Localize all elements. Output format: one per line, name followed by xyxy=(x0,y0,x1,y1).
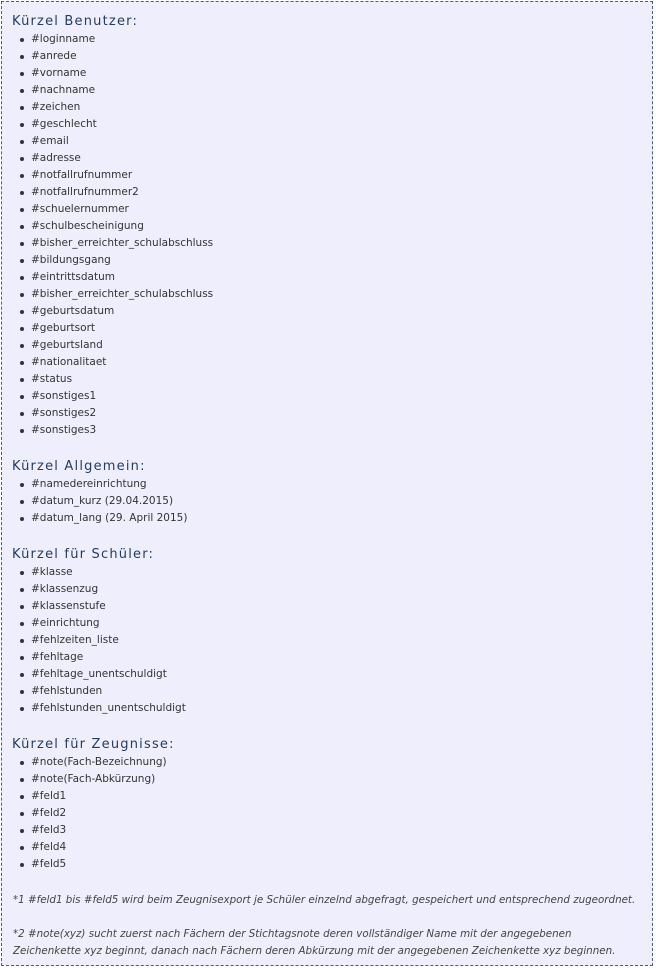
list-item xyxy=(20,167,642,184)
list-item-label: #einrichtung xyxy=(31,617,100,629)
list-item-label: #loginname xyxy=(31,33,96,45)
list-item-label: #vorname xyxy=(31,67,87,79)
list-item xyxy=(20,771,642,788)
list-item xyxy=(20,286,642,303)
list-item xyxy=(20,683,642,700)
list-item xyxy=(20,371,642,388)
bullet-icon xyxy=(20,276,24,280)
bullet-icon xyxy=(20,208,24,212)
list-item xyxy=(20,252,642,269)
list-item-label: #klassenstufe xyxy=(31,600,106,612)
list-item xyxy=(20,116,642,133)
list-item-label: #geburtsdatum xyxy=(31,305,115,317)
list-item xyxy=(20,354,642,371)
section-zeugnisse xyxy=(12,736,642,873)
list-item-label: #note(Fach-Abkürzung) xyxy=(31,773,156,785)
list-item xyxy=(20,31,642,48)
section-title-allgemein: Kürzel Allgemein: xyxy=(12,459,146,474)
list-item xyxy=(20,476,642,493)
bullet-icon xyxy=(20,344,24,348)
list-schueler xyxy=(12,564,642,717)
list-item-label: #sonstiges1 xyxy=(31,390,97,402)
list-item xyxy=(20,422,642,439)
list-item xyxy=(20,320,642,337)
list-item xyxy=(20,754,642,771)
bullet-icon xyxy=(20,259,24,263)
list-item-label: #bildungsgang xyxy=(31,254,111,266)
bullet-icon xyxy=(20,500,24,504)
footnote-1: *1 #feld1 bis #feld5 wird beim Zeugnisexport je Schüler einzelnd abgefragt, gespeichert und entsprechend zugeordnet. xyxy=(13,894,636,906)
list-item-label: #schuelernummer xyxy=(31,203,129,215)
list-item-label: #nationalitaet xyxy=(31,356,107,368)
list-item-label: #fehltage xyxy=(31,651,84,663)
bullet-icon xyxy=(20,829,24,833)
list-item-label: #eintrittsdatum xyxy=(31,271,115,283)
list-item-label: #feld4 xyxy=(31,841,67,853)
list-item-label: #geschlecht xyxy=(31,118,97,130)
list-item xyxy=(20,184,642,201)
bullet-icon xyxy=(20,191,24,195)
bullet-icon xyxy=(20,174,24,178)
footnotes xyxy=(12,892,642,960)
list-item xyxy=(20,337,642,354)
list-item-label: #datum_kurz (29.04.2015) xyxy=(31,495,174,507)
footnote-2: *2 #note(xyz) sucht zuerst nach Fächern der Stichtagsnote deren vollständiger Name mit der angegebenen Zeichenkette xyz beginnt, danach nach Fächern deren Abkürzung mit der angegebenen Zeichenkette xyz beginnen. xyxy=(13,928,616,957)
list-item-label: #feld2 xyxy=(31,807,67,819)
list-item xyxy=(20,48,642,65)
list-item xyxy=(20,805,642,822)
bullet-icon xyxy=(20,378,24,382)
bullet-icon xyxy=(20,361,24,365)
bullet-icon xyxy=(20,795,24,799)
list-item-label: #anrede xyxy=(31,50,77,62)
list-item xyxy=(20,99,642,116)
list-item xyxy=(20,564,642,581)
section-benutzer xyxy=(12,13,642,439)
list-item-label: #namedereinrichtung xyxy=(31,478,147,490)
list-item xyxy=(20,856,642,873)
list-item-label: #geburtsort xyxy=(31,322,96,334)
bullet-icon xyxy=(20,639,24,643)
list-item-label: #email xyxy=(31,135,69,147)
list-item xyxy=(20,218,642,235)
bullet-icon xyxy=(20,761,24,765)
bullet-icon xyxy=(20,429,24,433)
list-item-label: #nachname xyxy=(31,84,96,96)
bullet-icon xyxy=(20,673,24,677)
bullet-icon xyxy=(20,412,24,416)
bullet-icon xyxy=(20,55,24,59)
list-item xyxy=(20,788,642,805)
list-item xyxy=(20,235,642,252)
list-item xyxy=(20,632,642,649)
list-item-label: #fehlzeiten_liste xyxy=(31,634,119,646)
list-item xyxy=(20,303,642,320)
list-item xyxy=(20,65,642,82)
bullet-icon xyxy=(20,72,24,76)
list-item-label: #datum_lang (29. April 2015) xyxy=(31,512,188,524)
section-title-zeugnisse: Kürzel für Zeugnisse: xyxy=(12,737,175,752)
list-item xyxy=(20,700,642,717)
bullet-icon xyxy=(20,293,24,297)
bullet-icon xyxy=(20,157,24,161)
bullet-icon xyxy=(20,395,24,399)
bullet-icon xyxy=(20,327,24,331)
bullet-icon xyxy=(20,140,24,144)
bullet-icon xyxy=(20,778,24,782)
section-title-benutzer: Kürzel Benutzer: xyxy=(12,14,139,29)
list-item-label: #klasse xyxy=(31,566,73,578)
list-item xyxy=(20,493,642,510)
list-item-label: #geburtsland xyxy=(31,339,103,351)
bullet-icon xyxy=(20,89,24,93)
list-item-label: #feld5 xyxy=(31,858,67,870)
list-item-label: #schulbescheinigung xyxy=(31,220,144,232)
list-item-label: #feld1 xyxy=(31,790,67,802)
bullet-icon xyxy=(20,863,24,867)
list-item xyxy=(20,598,642,615)
bullet-icon xyxy=(20,310,24,314)
list-item xyxy=(20,150,642,167)
list-item xyxy=(20,388,642,405)
bullet-icon xyxy=(20,622,24,626)
list-item xyxy=(20,269,642,286)
list-allgemein xyxy=(12,476,642,527)
list-item xyxy=(20,201,642,218)
list-item-label: #note(Fach-Bezeichnung) xyxy=(31,756,167,768)
bullet-icon xyxy=(20,571,24,575)
bullet-icon xyxy=(20,483,24,487)
section-allgemein xyxy=(12,458,642,527)
bullet-icon xyxy=(20,38,24,42)
list-item xyxy=(20,405,642,422)
list-item xyxy=(20,133,642,150)
bullet-icon xyxy=(20,242,24,246)
list-item xyxy=(20,510,642,527)
list-item-label: #feld3 xyxy=(31,824,67,836)
bullet-icon xyxy=(20,812,24,816)
bullet-icon xyxy=(20,123,24,127)
bullet-icon xyxy=(20,846,24,850)
list-item-label: #notfallrufnummer2 xyxy=(31,186,139,198)
list-item-label: #adresse xyxy=(31,152,81,164)
section-title-schueler: Kürzel für Schüler: xyxy=(12,547,155,562)
list-item-label: #bisher_erreichter_schulabschluss xyxy=(31,288,214,300)
list-item xyxy=(20,615,642,632)
bullet-icon xyxy=(20,517,24,521)
list-item xyxy=(20,666,642,683)
list-item xyxy=(20,581,642,598)
bullet-icon xyxy=(20,588,24,592)
list-item-label: #fehltage_unentschuldigt xyxy=(31,668,167,680)
shortcode-help-panel xyxy=(1,1,653,966)
list-item-label: #zeichen xyxy=(31,101,81,113)
bullet-icon xyxy=(20,656,24,660)
list-item-label: #bisher_erreichter_schulabschluss xyxy=(31,237,214,249)
section-schueler xyxy=(12,546,642,717)
list-item-label: #sonstiges3 xyxy=(31,424,97,436)
bullet-icon xyxy=(20,605,24,609)
list-benutzer xyxy=(12,31,642,439)
list-item-label: #fehlstunden_unentschuldigt xyxy=(31,702,186,714)
list-item xyxy=(20,82,642,99)
list-item-label: #notfallrufnummer xyxy=(31,169,133,181)
list-item-label: #klassenzug xyxy=(31,583,99,595)
list-item xyxy=(20,822,642,839)
list-item xyxy=(20,839,642,856)
list-item-label: #status xyxy=(31,373,73,385)
list-item-label: #fehlstunden xyxy=(31,685,103,697)
list-item xyxy=(20,649,642,666)
bullet-icon xyxy=(20,707,24,711)
bullet-icon xyxy=(20,106,24,110)
list-zeugnisse xyxy=(12,754,642,873)
bullet-icon xyxy=(20,225,24,229)
bullet-icon xyxy=(20,690,24,694)
list-item-label: #sonstiges2 xyxy=(31,407,97,419)
